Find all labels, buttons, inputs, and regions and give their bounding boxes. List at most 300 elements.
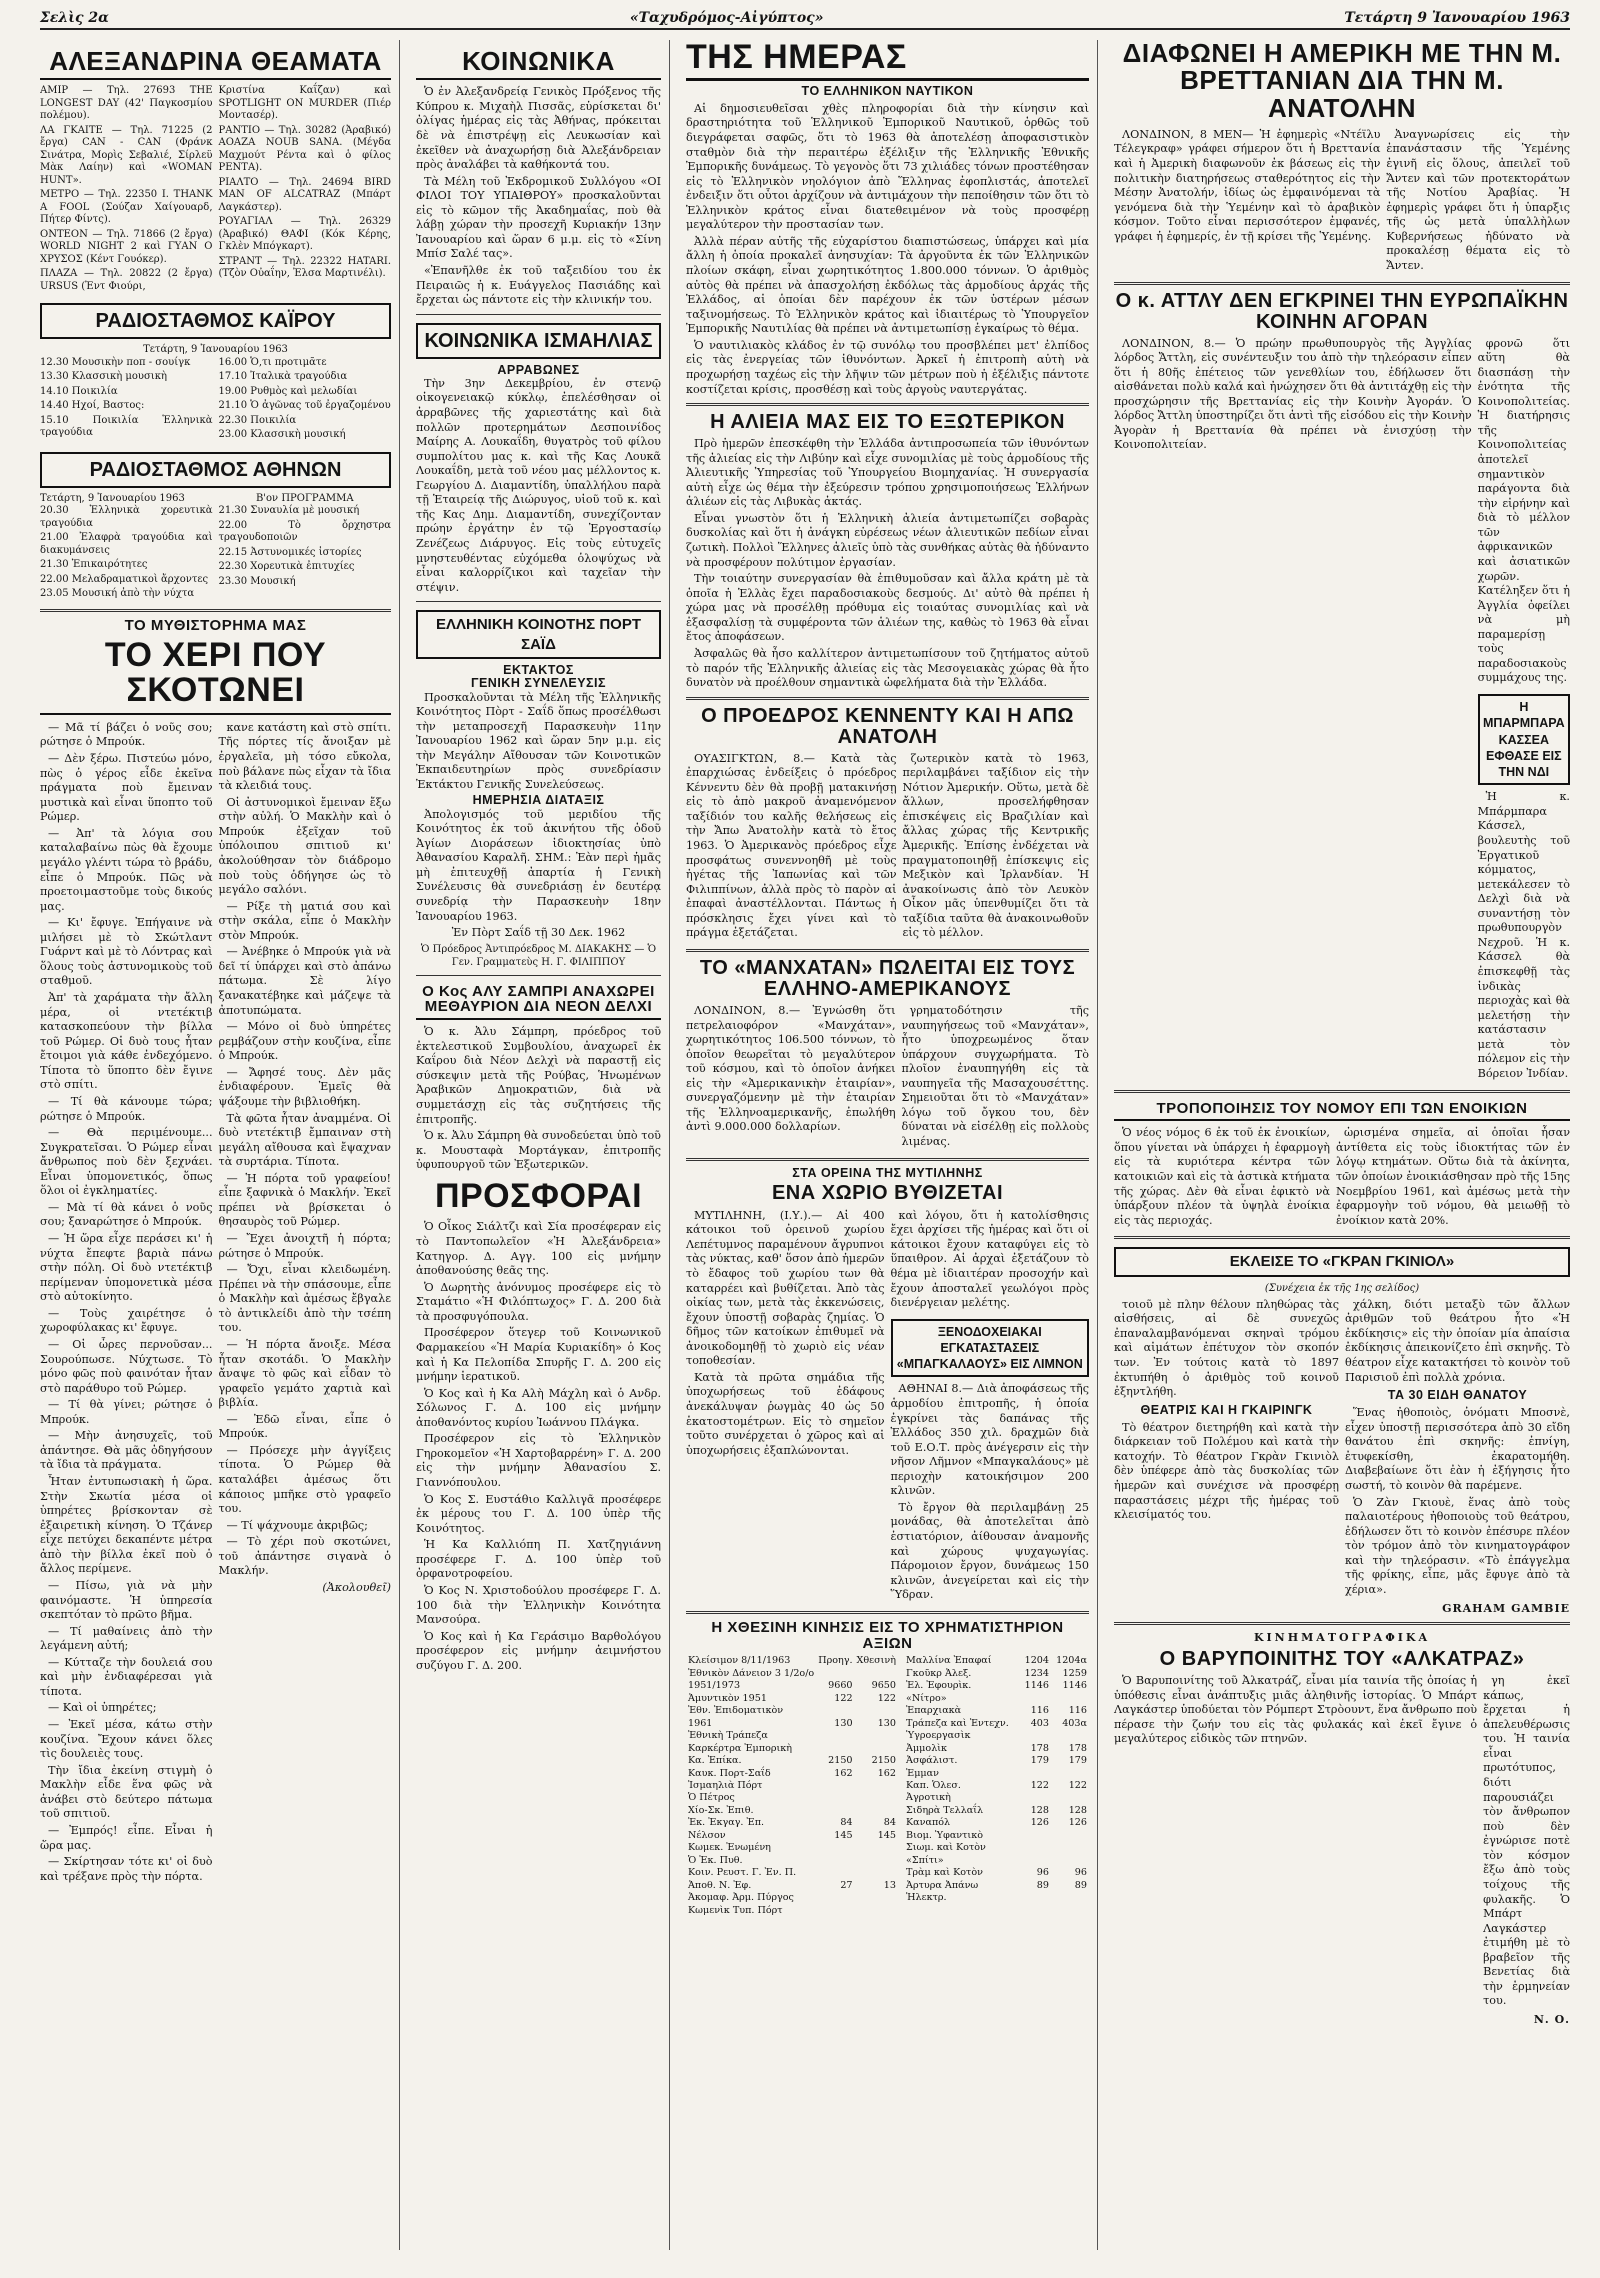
us-uk-text-left: ΛΟΝΔΙΝΟΝ, 8 ΜΕΝ— Ἡ ἐφημερὶς «Ντέϊλυ Τέλεγκραφ» γράφει σήμερον ὅτι ἡ Βρεττανία καὶ ἡ Ἀμερικὴ διαφωνοῦν ἐκ βάσεως εἰς τὴν πολιτικὴν διατηρήσεως σταθερότητος εἰς τὴν Μέσην Ἀνατολήν, ἰδίως ὡς ἐμφαινόμεναι τὰ γενόμενα διὰ τὴν Ὑεμένην καὶ τὸ ἀραβικὸν κόσμον. Τοῦτο εἶναι περισσότερον ἐμφανές, γράφει ἡ ἐφημερίς, ἐν τῇ κρίσει τῆς Ὑεμένης. [1114,127,1381,243]
radio-entry: 20.30 Ἑλληνικὰ χορευτικὰ τραγούδια [40,505,213,529]
ismailia-subhead: ΑΡΡΑΒΩΝΕΣ [497,362,580,377]
novel-paragraph: — Ὄχι, εἶναι κλειδωμένη. Πρέπει νὰ τὴν σπάσουμε, εἶπε ὁ Μακλὴν καὶ ἀμέσως ἔβγαλε τὸ ἀντικλείδι ἀπὸ τὴν τσέπη του. [218,1263,391,1335]
stock-name: Κωμενὶκ Τυπ. Πόρτ [688,1904,783,1916]
stock-name: Βιομ. Ὑφαντικὸ [906,1829,983,1841]
stock-value: 128 [1030,1804,1050,1816]
stock-value [1051,1842,1089,1854]
stock-value: 130 [877,1717,897,1729]
hotel-paragraph: ΑΘΗΝΑΙ 8.— Διὰ ἀποφάσεως τῆς ἁρμοδίου ἐπιτροπῆς, ἡ ὁποία ἐγκρίνει τὰς δαπάνας τῆς Ἑλλάδος 350 χιλ. δραχμῶν διὰ τοῦ Ε.Ο.Τ. πρὸς ἀνέγερσιν εἰς τὴν νῆσον Λῆμνον «Μπαγκαλάους» μὲ περιοχὴν κατοικήσιμον 200 κλινῶν. [890,1382,1089,1498]
alcatraz-right [1483,1674,1570,2027]
column-1 [40,40,400,2250]
novel-part-a [40,721,213,1199]
attlee-text-right: φρονῶ ὅτι αὕτη θὰ διασπάσῃ τὴν ἐνότητα τῆς Κοινοπολιτείας. Ἡ διατήρησις τῆς Κοινοπολιτείας ἀποτελεῖ σημαντικὸν παράγοντα διὰ τὴν εἰρήνην καὶ διὰ τὸ μέλλον τῶν ἀφρικανικῶν καὶ ἀσιατικῶν χωρῶν. Κατέληξεν ὅτι ἡ Ἀγγλία ὀφείλει νὰ μὴ παραμερίσῃ τοὺς παραδοσιακοὺς συμμάχους της. [1477,336,1570,685]
column-4 [1106,40,1570,2250]
radio-entry: 21.30 Συναυλία μὲ μουσική [218,505,360,517]
stock-row [904,1743,1089,1755]
grand-guignol-text3: Τὸ θέατρον διετηρήθη καὶ κατὰ τὴν διάρκειαν τοῦ Πολέμου καὶ κατὰ τὴν κατοχήν. Τὸ θέατρον Γκρὰν Γκινιὸλ δὲν ὑπέφερε ἀπὸ τὰς δυσκολίας τῶν ἡμερῶν καὶ συνέχισε νὰ προσφέρῃ παραστάσεις μέχρι τῆς ἡμέρας τοῦ κλεισίματός του. [1114,1420,1339,1522]
attlee-text-left: ΛΟΝΔΙΝΟΝ, 8.— Ὁ πρώην πρωθυπουργὸς τῆς Ἀγγλίας λόρδος Ἄττλη, εἰς συνέντευξιν του ἀπὸ τὴν τηλεόρασιν εἶπεν ὅτι ἡ 80ῆς ἐπέτειος τῶν γενεθλίων του, ἐδήλωσεν ὅτι αἰσθάνεται πολὺ καλά καὶ ἠνώχησεν ὅτι θὰ ἀντιτάχθῃ εἰς τὴν προσχώρησιν τῆς Βρεττανίας εἰς τὴν Κοινὴν Ἀγοράν. Ὁ λόρδος Ἄττλη ὑποστηρίζει ὅτι ἀντὶ τῆς εἰσόδου εἰς τὴν Κοινὴν Ἀγορὰν ἡ Βρεττανία θὰ πρέπει νὰ ἐνισχύσῃ τὴν Κοινοπολιτείαν. [1114,336,1472,452]
stock-row [904,1693,1089,1705]
radio-entry: 21.00 Ἐλαφρὰ τραγούδια καὶ διακυμάνσεις [40,532,213,556]
sabri-text: Ὁ κ. Ἀλυ Σάμπρη, πρόεδρος τοῦ ἐκτελεστικοῦ Συμβουλίου, ἀναχωρεῖ ἐκ Καΐρου διὰ Νέον Δελχὶ νὰ παραστῇ εἰς σύσκεψιν μετὰ τῆς Ρούβας, Ἡνωμένων Ἀραβικῶν Δημοκρατιῶν, διὰ νὰ συμμετάσχῃ εἰς τὰς συζητήσεις τῆς ἐπιτροπῆς. [416,1025,661,1126]
stock-value: 1204α [1056,1655,1087,1667]
stock-row [904,1730,1089,1742]
stock-row [686,1880,898,1892]
column-3 [678,40,1098,2250]
grand-guignol-right [1345,1298,1570,1616]
stock-row [686,1905,898,1917]
stock-name: Ὁ Πέτρος [688,1792,735,1804]
novel-part-c [40,1475,213,1699]
attlee-body [1114,337,1570,1084]
ismailia-text: Τὴν 3ην Δεκεμβρίου, ἐν στενῷ οἰκογενειακῷ κύκλῳ, ἐπελέσθησαν οἱ ἀρραβῶνες τῆς χαριεστάτης καὶ διὰ πολλῶν προτερημάτων Δεσποινίδος Μαίρης Α. Λουκαΐδη, θυγατρὸς τοῦ φίλου συμπολίτου μας κ. καὶ τῆς Κας Λουκᾶ Λουκαΐδη, μετὰ τοῦ νέου μας μέλλοντος κ. Γεωργίου Δ. Διαμαντίδη, ὑπαλλήλου παρὰ τῇ Ἑταιρείᾳ τῆς Διώρυγος, υἱοῦ τοῦ κ. καὶ τῆς Κας Δημ. Διαμαντίδη, συνεχίζονταν πρώην ἐργάτην ἐν τῷ Ἐργοστασίῳ Ζενέζεως Διάρυγος. Εἰς τοὺς εὐτυχεῖς μνηστευθέντας εὐχόμεθα ὁλοψύχως νὰ εἶναι καλορρίζικοι καὶ ταχεῖαν τὴν στέψιν. [416,376,661,594]
radio-athens-headline: ΡΑΔΙΟΣΤΑΘΜΟΣ ΑΘΗΝΩΝ [40,452,391,488]
stock-value [1020,1830,1051,1842]
kennedy-text-left: ΟΥΑΣΙΓΚΤΩΝ, 8.— Κατὰ τὰς ἐπαρχιώσας ἐνδείξεις ὁ πρόεδρος Κέννεντυ δὲν θὰ προβῇ ματακινήσῃ εἰς τὸ ἀπὸ μακροῦ ἀναμενόμενον ταξίδιόν του καλῆς θελήσεως εἰς τὴν Ἄπω Ἀνατολὴν κατὰ τὸ ἔτος 1963. Ὁ Ἀμερικανὸς πρόεδρος εἶχε προσφάτως συνεννοηθῆ μὲ τοὺς ἡγέτας τῆς Ἰαπωνίας καὶ τῶν Φιλιππίνων, ἀλλὰ πρὸς τὸ παρὸν αἱ ἐπαφαὶ ἀναστέλλονται. Πάντως ἡ πρόσκλησις ἔχει γίνει καὶ τὸ πράγμα ἐξετάζεται. [686,751,897,940]
manhattan-body [686,1004,1089,1152]
stock-value [816,1805,854,1817]
stock-value: 9650 [871,1680,897,1692]
port-said-text: Προσκαλοῦνται τὰ Μέλη τῆς Ἑλληνικῆς Κοινότητος Πὸρτ - Σαΐδ ὅπως προσέλθωσι τὴν μεταπροσεχῆ Παρασκευὴν 11ην Ἰανουαρίου 1962 καὶ ὥραν 5ην μ.μ. εἰς τὴν Μεγάλην Αἴθουσαν τῶν Κοινοτικῶν Ἐκπαιδευτηρίων πρὸς συνεδρίασιν Ἐκτάκτου Γενικῆς Συνελεύσεως. [416,690,661,791]
stock-value [1051,1730,1089,1742]
radio-entry: 12.30 Μουσικὴν ποπ - σουίγκ [40,356,191,368]
novel-paragraph: — Μὰ τί θὰ κάνει ὁ νοῦς σου; ξαναρώτησε ὁ Μπρούκ. [40,1200,213,1229]
stock-value: 122 [877,1692,897,1704]
port-said-date: Ἐν Πὸρτ Σαΐδ τῇ 30 Δεκ. 1962 [451,926,626,940]
novel-paragraph: — Μὴν ἀνησυχεῖς, τοῦ ἀπάντησε. Θὰ μᾶς ὁδηγήσουν τὰ ἴδια τὰ πράγματα. [40,1429,213,1472]
stock-value [855,1743,898,1755]
novel-paragraph: — Καὶ οἱ ὑπηρέτες; [48,1701,157,1715]
offer-item: Ὁ Κος Ν. Χριστοδούλου προσέφερε Γ. Δ. 100 διὰ τὴν Ἑλληνικὴν Κοινότητα Μανσούρα. [416,1583,661,1627]
stock-name: Καρκέρτρα Ἐμπορικὴ [688,1742,793,1754]
stock-name: Ἐκ. Ἐκγαγ. Ἐπ. [688,1817,765,1829]
stock-value [1020,1792,1051,1804]
page-number: Σελὶς 2α [40,10,109,26]
stock-name: Ἀγροτικὴ [906,1792,951,1804]
navy-paragraph: Ὁ ναυτιλιακὸς κλάδος ἐν τῷ συνόλῳ του προσβλέπει μετ' ἐλπίδος εἰς τὰς ἐνεργείας τῶν ἰθυνόντων. Ἀρκεῖ ἡ ἐπιτροπὴ αὐτὴ νὰ προχωρήσῃ ταχέως εἰς τὴν λῆψιν τῶν μέτρων ποὺ ἡ ἐξέλιξις πάντοτε κοστίζεται κρίσις, προσθέσῃ καὶ τοὺς ἀργοὺς ναυτεργάτας. [686,338,1089,396]
stock-value [855,1792,898,1804]
stock-row [686,1792,898,1804]
sabri-headline: Ο Κος ΑΛΥ ΣΑΜΠΡΙ ΑΝΑΧΩΡΕΙ ΜΕΘΑΥΡΙΟΝ ΔΙΑ ΝΕΟΝ ΔΕΛΧΙ [416,984,661,1021]
stock-row [904,1718,1089,1730]
stock-name: Κωμεκ. Ἐνωμένη [688,1842,771,1854]
stock-row [904,1705,1089,1717]
stock-value [816,1867,854,1879]
social-headline: ΚΟΙΝΩΝΙΚΑ [416,48,661,80]
stock-col-today: Χθεσινὴ [856,1655,897,1667]
stock-name: 1951/1973 [688,1680,741,1692]
alcatraz-body [1114,1674,1570,2027]
novel-paragraph: — Τί μαθαίνεις ἀπὸ τὴν λεγάμενη αὐτή; [40,1624,213,1653]
stock-name: Ὁ Ἐκ. Πυθ. [688,1854,743,1866]
port-said-headline: ΕΛΛΗΝΙΚΗ ΚΟΙΝΟΤΗΣ ΠΟΡΤ ΣΑΪΔ [416,610,661,659]
cinema-entry: ΡΙΑΛΤΟ — Τηλ. 24694 BIRD MAN OF ALCATRAZ (Μπάρτ Λαγκάστερ). [218,176,391,213]
radio-athens-program: Β'ον ΠΡΟΓΡΑΜΜΑ [255,492,354,504]
stock-value: 122 [834,1692,853,1704]
attlee-right [1478,337,1570,1084]
cinema-entry: ΜΕΤΡΟ — Τηλ. 22350 I. THANK A FOOL (Σούζαν Χαίγουαρδ, Πήτερ Φίντς). [40,189,213,226]
mytilene-paragraph: Κατὰ τὰ πρῶτα σημάδια τῆς ὑποχωρήσεως τοῦ ἐδάφους ἀνεκάλυψαν ῥωγμὰς 40 ὡς 50 ἑκατοστομέτρων. Εἰς τὸ σημεῖον τοῦτο συνέρχεται ὁ χῶρος καὶ αἱ ὑποχωρήσεις ἐξαπλώνονται. [686,1370,885,1457]
port-said-signatures: Ὁ Πρόεδρος Ἀντιπρόεδρος Μ. ΔΙΑΚΑΚΗΣ — Ὁ Γεν. Γραμματεὺς Η. Γ. ΦΙΛΙΠΠΟΥ [420,943,657,968]
stock-value: 126 [1030,1817,1050,1829]
stock-row [904,1780,1089,1792]
radio-entry: 23.05 Μουσική ἀπὸ τὴν νύχτα [40,588,195,600]
stock-row [686,1855,898,1867]
fishing-paragraph: Τὴν τοιαύτην συνεργασίαν θὰ ἐπιθυμοῦσαν καὶ ἄλλα κράτη μὲ τὰ ὁποῖα ἡ Ἑλλὰς ἔχει παραδοσιακοὺς δεσμούς. Δι' αὐτὸ θὰ πρέπει ἡ χώρα μας νὰ προσέλθῃ πρόθυμα εἰς τοιαύτας συνομιλίας καὶ νὰ ἐξασφαλίσῃ τὰ συμφέροντα τῶν ἁλιέων της, καθὼς τὸ 1963 θὰ εἶναι ἔτος ἀποφάσεων. [686,572,1089,644]
stock-value: 89 [1036,1879,1050,1891]
novel-paragraph: — Μόνο οἱ δυὸ ὑπηρέτες ρεμβάζουν στὴν κουζίνα, εἶπε ὁ Μπρούκ. [218,1020,391,1063]
stock-name: Σιωμ. καὶ Κοτὸν [906,1842,986,1854]
stock-value [816,1730,854,1742]
stock-value: 178 [1068,1742,1087,1754]
grand-guignol-text4: Ὁ Ζὰν Γκιουὲ, ἕνας ἀπὸ τοὺς παλαιοτέρους ἠθοποιοὺς τοῦ θεάτρου, ἐδήλωσεν ὅτι τὸ κοινὸν ἐπέσυρε πλέον τὸν τρόμον ἀπὸ τὸν κινηματογράφον καὶ τὴν τηλεόρασιν. «Τὸ ἐπάγγελμα τῆς φρίκης, εἶπε, μᾶς ἔφυγε ἀπὸ τὰ χέρια». [1345,1495,1570,1596]
stock-value: 403 [1030,1717,1050,1729]
theatres-headline: ΑΛΕΞΑΝΔΡΙΝΑ ΘΕΑΜΑΤΑ [40,48,391,80]
stock-name: Ἐμμαν [906,1767,939,1779]
stock-value [855,1780,898,1792]
stock-value: 122 [1068,1780,1087,1791]
alcatraz-text-right: γη ἐκεῖ κάπως, ἔρχεται ἡ ἀπελευθέρωσις του. Ἡ ταινία εἶναι πρωτότυπος, διότι παρουσιάζει τὸν ἄνθρωπον ποὺ δὲν ἐγνώρισε ποτὲ τὸν κόσμον ἔξω ἀπὸ τοὺς τοίχους τῆς φυλακῆς. Ὁ Μπάρτ Λαγκάστερ ἐτιμήθη μὲ τὸ βραβεῖον τῆς Βενετίας διὰ τὴν ἑρμηνείαν του. [1483,1674,1570,2008]
novel-paragraph: — Θὰ περιμένουμε... Συγκρατεῖσαι. Ὁ Ρώμερ εἶναι ἄνθρωπος ποὺ δὲν ξεχνάει. Εἶναι ὑπομονετικός, ὅπως ὅλοι οἱ ἐγκληματίες. [40,1126,213,1198]
stock-name: Τρὰμ καὶ Κοτὸν [906,1867,983,1879]
ismailia-headline: ΚΟΙΝΩΝΙΚΑ ΙΣΜΑΗΛΙΑΣ [416,323,661,359]
stock-value: 1146 [1062,1680,1087,1692]
stock-value: 96 [1074,1867,1087,1879]
mytilene-body [686,1209,1089,1605]
navy-headline: ΤΟ ΕΛΛΗΝΙΚΟΝ ΝΑΥΤΙΚΟΝ [801,83,974,98]
stock-value: 179 [1030,1755,1050,1767]
novel-paragraph: — Τοὺς χαιρέτησε ὁ χωροφύλακας κι' ἔφυγε. [40,1306,213,1335]
stock-value [816,1668,854,1680]
radio-entry: 23.30 Μουσική [218,575,296,587]
stock-value [1020,1768,1051,1780]
stock-value [1051,1792,1089,1804]
stock-value [816,1842,854,1854]
grand-guignol-headline: ΕΚΛΕΙΣΕ ΤΟ «ΓΚΡΑΝ ΓΚΙΝΙΟΛ» [1114,1247,1570,1277]
stock-col-prev: Προηγ. [818,1655,853,1667]
stock-value [816,1792,854,1804]
stock-name: Γκοῦκρ Ἀλεξ. [906,1667,972,1679]
novel-paragraph: — Ἐδῶ εἶναι, εἶπε ὁ Μπρούκ. [218,1412,391,1441]
kennedy-body [686,752,1089,943]
stock-value [1051,1768,1089,1780]
novel-continued: (Ἀκολουθεῖ) [322,1580,391,1594]
stock-value [1051,1830,1089,1842]
stock-name: Κα. Ἐπίκα. [688,1755,742,1767]
stock-name: Σιδηρὰ Τελλαΐλ [906,1804,984,1816]
stock-value: 27 [840,1879,853,1891]
novel-paragraph: — Οἱ ὧρες περνοῦσαν... Σουρούπωσε. Νύχτωσε. Τὸ μόνο φῶς ποὺ φαινόταν ἦταν στὸ παράθυρο τοῦ Ρώμερ. [40,1337,213,1395]
stock-name: «Σπίτι» [906,1854,944,1866]
stock-value [855,1867,898,1879]
stock-name: Ἀρτυρα Ἀπάνω [906,1879,979,1891]
stock-row [686,1842,898,1854]
novel-paragraph: — Ἔχει ἀνοιχτῆ ἡ πόρτα; ρώτησε ὁ Μπρούκ. [218,1232,391,1260]
stock-table-left [686,1655,898,1917]
stock-row [904,1867,1089,1879]
stock-name: Καπ. Ὁλεσ. [906,1780,961,1791]
hotel-paragraph: Τὸ ἔργον θὰ περιλαμβάνῃ 25 μονάδας, θὰ ἀποτελεῖται ἀπὸ ἐστιατόριον, ἀίθουσαν ἀναμονῆς καὶ χώρους ψυχαγωγίας. Πάρομοιον ἔργον, δυνάμεως 150 κλινῶν, ἀνεγείρεται καὶ εἰς τὴν Ὕδραν. [890,1500,1089,1602]
novel-paragraph: — Τί θὰ γίνει; ρώτησε ὁ Μπρούκ. [40,1398,213,1426]
novel-paragraph: — Πίσω, γιὰ νὰ μὴν φαινόμαστε. Ἡ ὑπηρεσία σκεπτόταν τὸ πρῶτο βῆμα. [40,1578,213,1622]
radio-entry: 13.30 Κλασσικὴ μουσικὴ [40,371,167,383]
stock-col-name: Κλείσιμον 8/11/1963 [688,1655,791,1667]
grand-guignol-text-right: χάλκη, διότι μεταξὺ τῶν ἄλλων ἀριθμῶν τοῦ θεάτρου ἦτο «Ἡ ἐκδίκησις» εἰς τὴν ὁποίαν μία ἀπαίσια ἐκδίκησις ἀπεικονίζετο ἐπὶ σκηνῆς. Τὸ θέατρον εἶχε κατακτήσει τὸ κοινὸν τοῦ Παρισιοῦ ἐπὶ πολλὰ χρόνια. [1345,1297,1570,1384]
cinema-label: ΚΙΝΗΜΑΤΟΓΡΑΦΙΚΑ [1253,1630,1431,1644]
stock-value: 130 [834,1717,853,1729]
fishing-paragraph: Πρὸ ἡμερῶν ἐπεσκέφθη τὴν Ἑλλάδα ἀντιπροσωπεία τῶν ἰθυνόντων τῆς ἀλιείας εἰς τὴν Λιβύην καὶ εἶχε συνομιλίας μὲ τοὺς ἁρμοδίους τῆς Ἀλιευτικῆς Ὑπηρεσίας τοῦ Ὑπουργείου Βιομηχανίας. Ἡ συνεργασία αὐτὴ εἶχε ὡς θέμα τὴν ἐξεύρεσιν τρόπου χρησιμοποιήσεως Ἑλλήνων ἁλιέων εἰς τὰς Λιβυκὰς ἀκτάς. [686,437,1089,509]
radio-entry: 14.10 Ποικιλία [40,385,118,397]
novel-paragraph: — Ρίξε τὴ ματιά σου καὶ στὴν σκάλα, εἶπε ὁ Μακλὴν στὸν Μπρούκ. [218,899,391,942]
stock-row [904,1842,1089,1854]
novel-body [40,721,391,1886]
novel-col-right [219,721,392,1886]
offer-item: Ὁ Οἶκος Σιάλτζι καὶ Σία προσέφεραν εἰς τὸ Παντοπωλεῖον «Ἡ Ἀλεξάνδρεια» Κατηγορ. Δ. Αγγ. 100 εἰς μνήμην ἀποθανούσης θεᾶς της. [416,1220,661,1278]
stock-row [686,1768,898,1780]
stock-value: 1204 [1024,1655,1050,1667]
stock-row [904,1880,1089,1892]
port-said-agenda: ΗΜΕΡΗΣΙΑ ΔΙΑΤΑΞΙΣ [472,793,605,808]
grand-guignol-continued: (Συνέχεια ἐκ τῆς 1ης σελίδος) [1264,1282,1420,1294]
novel-paragraph: Οἱ ἀστυνομικοὶ ἔμειναν ἔξω στὴν αὐλή. Ὁ Μακλὴν καὶ ὁ Μπρούκ ἐξεῖχαν τοῦ ὑπόλοιπου σπιτιοῦ κι' ἀκολούθησαν τὸν διάδρομο ποὺ τοὺς ὁδήγησε ὡς τὸ μεγάλο σαλόνι. [218,795,391,897]
stock-table-left-wrap [686,1655,898,1917]
novel-paragraph: — Κύτταζε τὴν δουλειά σου καὶ μὴν ἐνδιαφέρεσαι γιὰ τίποτα. [40,1655,213,1698]
offer-item: Προσέφερον εἰς τὸ Ἑλληνικὸν Γηροκομεῖον «Ἡ Χαρτοβαρρένη» Γ. Δ. 200 εἰς τὴν μνήμην Ἀθανασίου Σ. Γιαννόπουλου. [416,1432,661,1490]
stock-headline: Η ΧΘΕΣΙΝΗ ΚΙΝΗΣΙΣ ΕΙΣ ΤΟ ΧΡΗΜΑΤΙΣΤΗΡΙΟΝ ΑΞΙΩΝ [711,1618,1064,1652]
stock-value [816,1855,854,1867]
novel-paragraph: — Τί θὰ κάνουμε τώρα; ρώτησε ὁ Μπρούκ. [40,1094,213,1123]
stock-name: Ἐθνικὸν Δάνειον 3 1/2ο/ο [688,1667,815,1679]
stock-table-right-wrap [904,1655,1089,1917]
us-uk-body [1114,128,1570,276]
fishing-headline: Η ΑΛΙΕΙΑ ΜΑΣ ΕΙΣ ΤΟ ΕΞΩΤΕΡΙΚΟΝ [710,411,1065,434]
stock-value: 162 [834,1767,853,1779]
stock-name: Ἀποθ. Ν. Ἐφ. [688,1879,752,1891]
stock-name: Ἐλ. Ἐφουρὶκ. [906,1680,972,1692]
stock-value [855,1842,898,1854]
radio-entry: 21.10 Ὁ ἀγῶνας τοῦ ἐργαζομένου [218,400,391,412]
sabri-text2: Ὁ κ. Ἀλυ Σάμπρη θὰ συνοδεύεται ὑπὸ τοῦ κ. Μουσταφὰ Μορτάγκαν, ἐπιτροπῆς ὑφυπουργοῦ τῶν Ἐξωτερικῶν. [416,1129,661,1172]
column-2 [408,40,670,2250]
stock-value: 403α [1062,1717,1087,1729]
stock-value: 13 [883,1879,897,1891]
stock-name: Καυκ. Πορτ-Σαΐδ [688,1767,771,1779]
grand-guignol-text2: Ἕνας ἠθοποιὸς, ὀνόματι Μποσνὲ, εἶχεν ὑποστῇ περισσότερα ἀπὸ 30 εἴδη θανάτου ἐπὶ σκηνῆς: ἐπνίγη, ἐτυφεκίσθη, ἐκαρατομήθη. Διαβεβαίωνε ὅτι ἐὰν ἡ ἐξήγησις ἦτο σωστή, τὸ κοινὸν θὰ παρέμενε. [1345,1406,1570,1493]
radio-entry: 22.15 Ἀστυνομικές ἱστορίες [218,546,362,558]
stock-row [686,1730,898,1742]
alcatraz-text-left: Ὁ Βαρυποινίτης τοῦ Ἀλκατράζ, εἶναι μία ταινία τῆς ὁποίας ἡ ὑπόθεσις εἶναι ἀνάπτυξις μιᾶς ἀληθινῆς ἱστορίας. Ὁ Μπάρτ Λαγκάστερ ὑποδύεται τὸν Ρόμπερτ Στρὸουντ, ἕνα ἄνθρωπο ποὺ πέρασε τὴν ζωήν του εἰς τὰς φυλακάς καὶ ἐκεῖ ἔγινε ὁ μεγαλύτερος εἰδικὸς τῶν πτηνῶν. [1114,1674,1478,1746]
fishing-paragraph: Ἀσφαλῶς θὰ ἦσο καλλίτερον ἀντιμετωπίσουν τοῦ ζητήματος αὐτοῦ τὸ παρόν τῆς Ἑλληνικῆς ἀλιείας εἰς τὰς Μεσογειακὰς χώρας θὰ ἦτο δυνατὸν νὰ προέλθουν σημαντικὰ ὠφελήματα διὰ τὴν Ἑλλάδα. [686,646,1089,690]
stock-name: Ἀσφάλιστ. [906,1755,958,1767]
stock-row [904,1855,1089,1867]
hotel-headline: ΞΕΝΟΔΟΧΕΙΑΚΑΙ ΕΓΚΑΤΑΣΤΑΣΕΙΣ «ΜΠΑΓΚΑΛΑΟΥΣ» ΕΙΣ ΛΙΜΝΟΝ [891,1319,1090,1378]
radio-entry: 22.30 Χορευτικὰ ἐπιτυχίες [218,561,355,573]
cinema-entry: ΠΛΑΖΑ — Τηλ. 20822 (2 ἔργα) URSUS (Ἐντ Φιούρι, [40,268,213,292]
offer-item: Προσέφερον ὅτεγερ τοῦ Κοινωνικοῦ Φαρμακείου «Ἡ Μαρία Κυριακίδη» ὁ Κος καὶ ἡ Κα Πελοπίδα Σπυρῆς Γ. Δ. 200 εἰς μνήμην ἱερατικοῦ. [416,1326,661,1384]
manhattan-text-left: ΛΟΝΔΙΝΟΝ, 8.— Ἐγνώσθη ὅτι πετρελαιοφόρον «Μανχάταν», χωρητικότητος 106.500 τόννων, τὸ ὁποῖον θεωρεῖται τὸ μεγαλύτερον τοῦ κόσμου, καὶ τὸ ὁποῖον ἀνήκει εἰς τὴν «Ἀμερικανικὴν ἑταιρίαν», συνεργαζόμενην μὲ τὴν ἑταιρίαν τῆς Ἑλληνοαμερικανῆς, ἐπωλήθη ἀντὶ 9.000.000 δολλαρίων. [686,1003,896,1134]
radio-entry: 22.00 Τὸ ὄρχηστρα τραγουδοποιῶν [218,519,391,544]
us-uk-text-right: Ἀναγνωρίσεις εἰς τὴν ἐπανάστασιν τῆς Ὑεμένης ἐγινῆ εἰς ὅλους, ἀπειλεῖ τοῦ Ἄντεν καὶ τῶν προτεκτοράτων τῆς Νοτίου Ἀραβίας. Ἡ ἐφημερὶς γράφει ὅτι ἡ ὑπαρξις τῆς ὡς μετὰ ὑπαλλὴλων Κυβερνήσεως ἠδύνατο νὰ προκαλέσῃ θέματα εἰς τὸ Ἄντεν. [1386,127,1570,272]
cinema-listings [40,85,391,295]
offer-item: Ὁ Κος Σ. Ευστάθιο Καλλιγᾶ προσέφερε ἐκ μέρους του Γ. Δ. 100 ὑπὲρ τῆς Κοινότητος. [416,1492,661,1535]
novel-part-d [40,1701,213,1884]
stock-value [855,1855,898,1867]
stock-value: 84 [883,1817,897,1829]
fishing-text [686,437,1089,691]
radio-entry: 22.00 Μελαδραματικοὶ ἄρχοντες [40,573,209,585]
radio-athens-right [219,505,392,603]
grand-guignol-text-left: τοιοῦ μὲ πλην θέλουν πληθώρας τὰς αἰσθήσεις, αἱ δὲ συνεχῶς ἐπαναλαμβανόμεναι σκηναὶ τρόμου καὶ αἰμάτων ἐπέτυχον τὸν σκοπόν των. Ἐν τούτοις κατὰ τὸ 1897 ἐκτυπήθη ὁ ἀριθμὸς τοῦ κοινοῦ ἐξηντλήθη. [1114,1297,1339,1399]
fishing-paragraph: Εἶναι γνωστὸν ὅτι ἡ Ἑλληνικὴ ἀλιεία ἀντιμετωπίζει σοβαρὰς δυσκολίας καὶ ὅτι ἡ ἀνάγκη εὑρέσεως νέων ἁλιευτικῶν πεδίων εἶναι ζωτικὴ. Πολλοὶ Ἕλληνες ἁλιεῖς ὑπὸ τὰς συνθήκας αὐτὰς θὰ ἠδύναντο νὰ προσφέρουν πολύτιμον ἐργασίαν. [686,511,1089,569]
novel-title: ΤΟ ΧΕΡΙ ΠΟΥ ΣΚΟΤΩΝΕΙ [40,638,391,715]
social-items [416,85,661,307]
masthead [40,8,1570,30]
stock-name: Ἀκομαφ. Ἀρμ. Πύργος [688,1892,794,1904]
mytilene-paragraph: ΜΥΤΙΛΗΝΗ, (Ι.Υ.).— Αἱ 400 κάτοικοι τοῦ ὀρεινοῦ χωρίου Λεπέτυμνος παραμένουν ἄγρυπνοι τὰς νύκτας, καθ' ὅσον ἀπὸ ἡμερῶν τὸ ἔδαφος τοῦ χωρίου των θὰ καταρρέει καὶ βυθίζεται. Ἀπὸ τὰς οἰκίας των, μετὰ τὰς ἐκκενώσεις, ἔχουν ὑποστῇ σοβαρὰς ζημίας. Ὁ δῆμος τῶν κατοίκων ἐπιθυμεῖ νὰ ἀνοικοδομηθῇ τὸ χωριὸ εἰς νέαν τοποθεσίαν. [686,1208,885,1368]
stock-value: 1234 [1024,1667,1050,1679]
offers-headline: ΠΡΟΣΦΟΡΑΙ [434,1176,643,1215]
cinema-entry: ΑΜΙΡ — Τηλ. 27693 THE LONGEST DAY (42' Παγκοσμίου πολέμου). [40,85,213,122]
rent-law-text-left: Ὁ νέος νόμος 6 ἐκ τοῦ ἐκ ἐνοικίων, ὅπου γίνεται νὰ ὑπάρχει ἡ ἐφαρμογὴ εἰς τὰ κυριότερα κέντρα τῶν κατοικιῶν καὶ εἰς τὰ ἀστικὰ κτήματα τῆς χώρας. Δὲν θὰ εἶναι ἐφικτὸ νὰ ὑπάρξουν πλέον τὰ ὑψηλὰ ἐνοίκια εἰς τὰς περιοχάς. [1114,1126,1330,1227]
stock-value [816,1905,854,1917]
novel-paragraph: Τὴν ἴδια ἐκείνη στιγμὴ ὁ Μακλὴν εἶδε ἕνα φῶς νὰ ἀνάβει στὸ δεύτερο πάτωμα τοῦ σπιτιοῦ. [40,1763,213,1821]
stock-row [904,1792,1089,1804]
issue-date: Τετάρτη 9 Ἰανουαρίου 1963 [1344,10,1570,26]
stock-value [816,1780,854,1792]
cinema-entry: ΡΟΥΑΓΙΑΛ — Τηλ. 26329 (Ἀραβικό) ΘΑΦΙ (Κόκ Κέρης, Γκλὲν Μπόγκαρτ). [218,216,391,253]
stock-name: Τράπεζα καὶ Ἐντεχν. [906,1717,1009,1729]
kennedy-headline: Ο ΠΡΟΕΔΡΟΣ ΚΕΝΝΕΝΤΥ ΚΑΙ Η ΑΠΩ ΑΝΑΤΟΛΗ [701,704,1074,748]
stock-table-right [904,1655,1089,1904]
offer-item: Ὁ Κος καὶ ἡ Κα Γεράσιμο Βαρθολόγου προσέφερον εἰς μνήμην ἀειμνήστου συζύγου Γ. Δ. 200. [416,1629,661,1672]
stock-row [904,1805,1089,1817]
stock-row [686,1817,898,1829]
stock-value: 96 [1036,1867,1050,1879]
radio-cairo-left [40,357,213,444]
stock-row [904,1830,1089,1842]
stock-value: 178 [1030,1742,1050,1754]
radio-cairo-date: Τετάρτη, 9 Ἰανουαρίου 1963 [143,344,288,356]
castle-text: Ἡ κ. Μπάρμπαρα Κάσσελ, βουλευτὴς τοῦ Ἐργατικοῦ κόμματος, μετεκάλεσεν τὸ Δελχὶ διὰ νὰ συναντήσῃ τὸν πρωθυπουργὸν Νεχροῦ. Ἡ κ. Κάσσελ θὰ ἐπισκεφθῇ τὰς ἰνδικὰς περιοχὰς καὶ θὰ μελετήσῃ τὴν κατάστασιν μετὰ τὸν πόλεμον εἰς τὴν Βόρειον Ἰνδίαν. [1477,790,1570,1080]
rent-law-headline: ΤΡΟΠΟΠΟΙΗΣΙΣ ΤΟΥ ΝΟΜΟΥ ΕΠΙ ΤΩΝ ΕΝΟΙΚΙΩΝ [1114,1101,1570,1122]
mytilene-text-right [891,1209,1090,1605]
stock-name: Ἰσμαηλιὰ Πόρτ [688,1780,763,1791]
stock-value: 116 [1030,1705,1050,1717]
radio-cairo-schedule [40,357,391,444]
grand-guignol-sub3: ΘΕΑΤΡΙΣ ΚΑΙ Η ΓΚΑΙΡΙΝΓΚ [1140,1402,1313,1417]
navy-text [686,102,1089,397]
stock-row [904,1668,1089,1680]
radio-athens-left [40,505,213,603]
stock-value: 126 [1068,1817,1087,1829]
stock-value [816,1892,854,1904]
novel-paragraph: — Ἐκεῖ μέσα, κάτω στὴν κουζίνα. Ἔχουν κάνει ὅλες τὶς δουλειὲς τους. [40,1718,213,1761]
of-the-day-headline: ΤΗΣ ΗΜΕΡΑΣ [686,40,1089,81]
novel-paragraph: — Ἀπ' τὰ λόγια σου καταλαβαίνω πὼς θὰ ἔχουμε μεγάλο γλέντι τώρα τὸ βράδυ, εἶπε ὁ Μπρούκ. Πῶς νὰ προετοιμαστοῦμε τοὺς δικούς μας. [40,826,213,913]
cinema-entry: ΟΝΤΕΟΝ — Τηλ. 71866 (2 ἔργα) WORLD NIGHT 2 καὶ ΓΥΑΝ Ο ΧΡΥΣΟΣ (Κέντ Γουόκερ). [40,228,213,265]
stock-row [686,1867,898,1879]
hotel-text [891,1382,1090,1602]
stock-row [686,1780,898,1792]
radio-athens-date: Τετάρτη, 9 Ἰανουαρίου 1963 [40,492,185,504]
stock-name: Ἐθνικὴ Τράπεζα [688,1730,768,1742]
cinema-entry: ΣΤΡΑΝΤ — Τηλ. 22322 HATARI. (Τζὸν Οὐαΐην, Ἐλσα Μαρτινέλι). [218,255,391,280]
stock-row [904,1768,1089,1780]
offer-item: Ἡ Κα Καλλιόπη Π. Χατζηγιάννη προσέφερε Γ. Δ. 100 ὑπὲρ τοῦ ὀρφανοτροφείου. [416,1538,661,1581]
stock-row [686,1830,898,1842]
stock-row [904,1755,1089,1767]
stock-value [855,1730,898,1742]
manhattan-headline: ΤΟ «ΜΑΝΧΑΤΑΝ» ΠΩΛΕΙΤΑΙ ΕΙΣ ΤΟΥΣ ΕΛΛΗΝΟ-ΑΜΕΡΙΚΑΝΟΥΣ [699,956,1076,1000]
navy-paragraph: Αἱ δημοσιευθεῖσαι χθὲς πληροφορίαι διὰ τὴν κίνησιν καὶ δραστηριότητα τοῦ Ἑλληνικοῦ Ἐμπορικοῦ Ναυτικοῦ, ὁρθῶς τοῦ διεγράφεται σαφῶς, ὅτι τὸ 1963 θὰ ἀποτελέσῃ ἀποφασιστικὸν σταθμὸν διὰ τὴν περαιτέρω ἐξέλιξιν τῆς Ἑλληνικῆς Ἐθνικῆς Ἐμπορικῆς δυνάμεως. Τὸ γεγονὸς ὅτι 73 χιλιάδες τόνων προστέθησαν εἰς τὸ Ἑλληνικὸν νηολόγιον ἀπὸ Ἕλληνας ἐφοπλιστάς, ἀποτελεῖ ἐνδειξιν ὅτι οὗτοι ἀρχίζουν νὰ ἀντιμάχουν τὴν πεποίθησιν τῶν ὅτι τὸ Ἑλληνικὸν κράτος εἶναι διατεθειμένον νὰ τοὺς προσφέρῃ μεγαλύτερον τὴν προστασίαν των. [686,101,1089,232]
stock-value: 1259 [1062,1667,1087,1679]
novel-paragraph: — Σκίρτησαν τότε κι' οἱ δυὸ καὶ τρέξανε πρὸς τὴν πόρτα. [40,1855,213,1883]
novel-col-left [40,721,213,1886]
us-uk-headline: ΔΙΑΦΩΝΕΙ Η ΑΜΕΡΙΚΗ ΜΕ ΤΗΝ Μ. ΒΡΕΤΤΑΝΙΑΝ ΔΙΑ ΤΗΝ Μ. ΑΝΑΤΟΛΗΝ [1122,40,1562,123]
stock-name: Μαλλίνα Ἐπαφαί [906,1655,992,1667]
stock-name: Ἐπαρχιακὰ [906,1705,962,1717]
alcatraz-headline: Ο ΒΑΡΥΠΟΙΝΙΤΗΣ ΤΟΥ «ΑΛΚΑΤΡΑΖ» [1159,1648,1525,1671]
social-item: «Ἐπανῆλθε ἐκ τοῦ ταξειδίου του ἐκ Πειραιῶς ἡ κ. Ευάγγελος Πασιάδης καὶ ἔρχεται ὡς πάντοτε εἰς τὴν κλινικήν του. [416,264,661,307]
stock-value: 84 [840,1817,853,1829]
radio-entry: 19.00 Ρυθμὸς καὶ μελωδίαι [218,385,358,397]
stock-value: 145 [834,1829,853,1841]
stock-value [855,1805,898,1817]
stock-value: 122 [1030,1780,1050,1791]
novel-paragraph: — Ἐμπρός! εἶπε. Εἶναι ἡ ὥρα μας. [40,1823,213,1852]
paper-name: «Ταχυδρόμος-Αἰγύπτος» [629,10,824,26]
novel-paragraph: — Ἡ ὥρα εἶχε περάσει κι' ἡ νύχτα ἔπεφτε βαριὰ πάνω στὴν πόλη. Οἱ δυὸ ντετέκτιβ περίμεναν ὑπομονετικὰ μέσα στὸ αὐτοκίνητο. [40,1232,213,1304]
stock-value [855,1892,898,1904]
stock-row [904,1892,1089,1904]
stock-value: 128 [1068,1804,1087,1816]
stock-name: Ἡλεκτρ. [906,1892,947,1904]
stock-name: Ὑγροεργασὶκ [906,1730,971,1742]
port-said-sub2: ΓΕΝΙΚΗ ΣΥΝΕΛΕΥΣΙΣ [470,676,607,691]
mytilene-headline: ΕΝΑ ΧΩΡΙΟ ΒΥΘΙΖΕΤΑΙ [771,1181,1004,1204]
radio-cairo-right [219,357,392,444]
stock-name: «Νίτρο» [906,1692,947,1704]
stock-value [855,1705,898,1717]
stock-value [816,1705,854,1717]
radio-entry: 14.40 Ηχοί, Βαστος: [40,400,145,412]
cinema-entry: ΡΑΝΤΙΟ — Τηλ. 30282 (Ἀραβικό) ΑΟΑΖΑ ΝΟUΒ SAΝΑ. (Μέγδα Μαχμούτ Ρέντα καὶ ὁ φίλος ΡΕΝΤΑ). [218,124,391,174]
radio-entry: 22.30 Ποικιλία [218,414,297,426]
cinema-entry: ΛΑ ΓΚΑΙΤΕ — Τηλ. 71225 (2 ἔργα) CAN - CAN (Φράνκ Σινάτρα, Μορὶς Σεβαλιέ, Σίρλεϋ Μὰκ Λαίην) καὶ «WOMAN HUNT». [40,124,213,186]
castle-headline: Η ΜΠΑΡΜΠΑΡΑ ΚΑΣΣΕΑ ΕΦΘΑΣΕ ΕΙΣ ΤΗΝ ΝΔΙ [1478,694,1570,785]
radio-entry: 21.30 Ἐπικαιρότητες [40,559,148,571]
stock-value: 179 [1068,1755,1087,1767]
stock-row [686,1705,898,1717]
social-item: Ὁ ἐν Ἀλεξανδρείᾳ Γενικὸς Πρόξενος τῆς Κύπρου κ. Μιχαὴλ Πισσᾶς, εὑρίσκεται δι' ὀλίγας ἡμέρας εἰς τὰς Ἀθήνας, πρόκειται δὲ νὰ ἐπιστρέψῃ εἰς Λευκωσίαν καὶ ἐκεῖθεν νὰ ἀναχωρήσῃ διὰ Ἀλεξάνδρειαν πρὸς ἀναλάβει τὰ καθήκοντά του. [416,85,661,172]
stock-value: 89 [1074,1879,1087,1891]
stock-row [904,1655,1089,1667]
novel-part-e [219,721,392,1230]
mytilene-text-3: καὶ λόγου, ὅτι ἡ κατολίσθησις ἔχει ἀρχίσει τῆς ἡμέρας καὶ ὅτι οἱ κάτοικοι ἔχουν καταφύγει εἰς τὸ ὕπαιθρον. Αἱ ἀρχαὶ ἐξετάζουν τὸ θέμα μὲ ἰδιαιτέραν προσοχήν καὶ ἔχουν ἀποσταλεῖ γεωλόγοι πρὸς διενέργειαν μελέτης. [890,1208,1089,1310]
stock-row [686,1892,898,1904]
cinema-list-left [40,85,213,295]
novel-part-b [40,1201,213,1473]
stock-name: Καναπόλ [906,1817,951,1829]
stock-row [904,1680,1089,1692]
stock-row [904,1817,1089,1829]
grand-guignol-sub2: ΤΑ 30 ΕΙΔΗ ΘΑΝΑΤΟΥ [1387,1388,1528,1403]
grand-guignol-body [1114,1298,1570,1616]
stock-value [855,1905,898,1917]
radio-cairo-headline: ΡΑΔΙΟΣΤΑΘΜΟΣ ΚΑΪΡΟΥ [40,303,391,339]
novel-paragraph: — Κι' ἔφυγε. Ἐπήγαινε νὰ μιλήσει μὲ τὸ Σκώτλαντ Γυάρντ καὶ μὲ τὸ Λόντρας καὶ ὅλους τοὺς ἀστυνομικοὺς τοῦ σταθμοῦ. [40,916,213,988]
novel-paragraph: — Τὸ χέρι ποὺ σκοτώνει, τοῦ ἀπάντησε σιγανὰ ὁ Μακλήν. [218,1535,391,1578]
novel-paragraph: — Πρόσεχε μὴν ἀγγίξεις τίποτα. Ὁ Ρώμερ θὰ καταλάβει ἀμέσως ὅτι κάποιος μπῆκε στὸ γραφεῖο του. [218,1443,391,1516]
